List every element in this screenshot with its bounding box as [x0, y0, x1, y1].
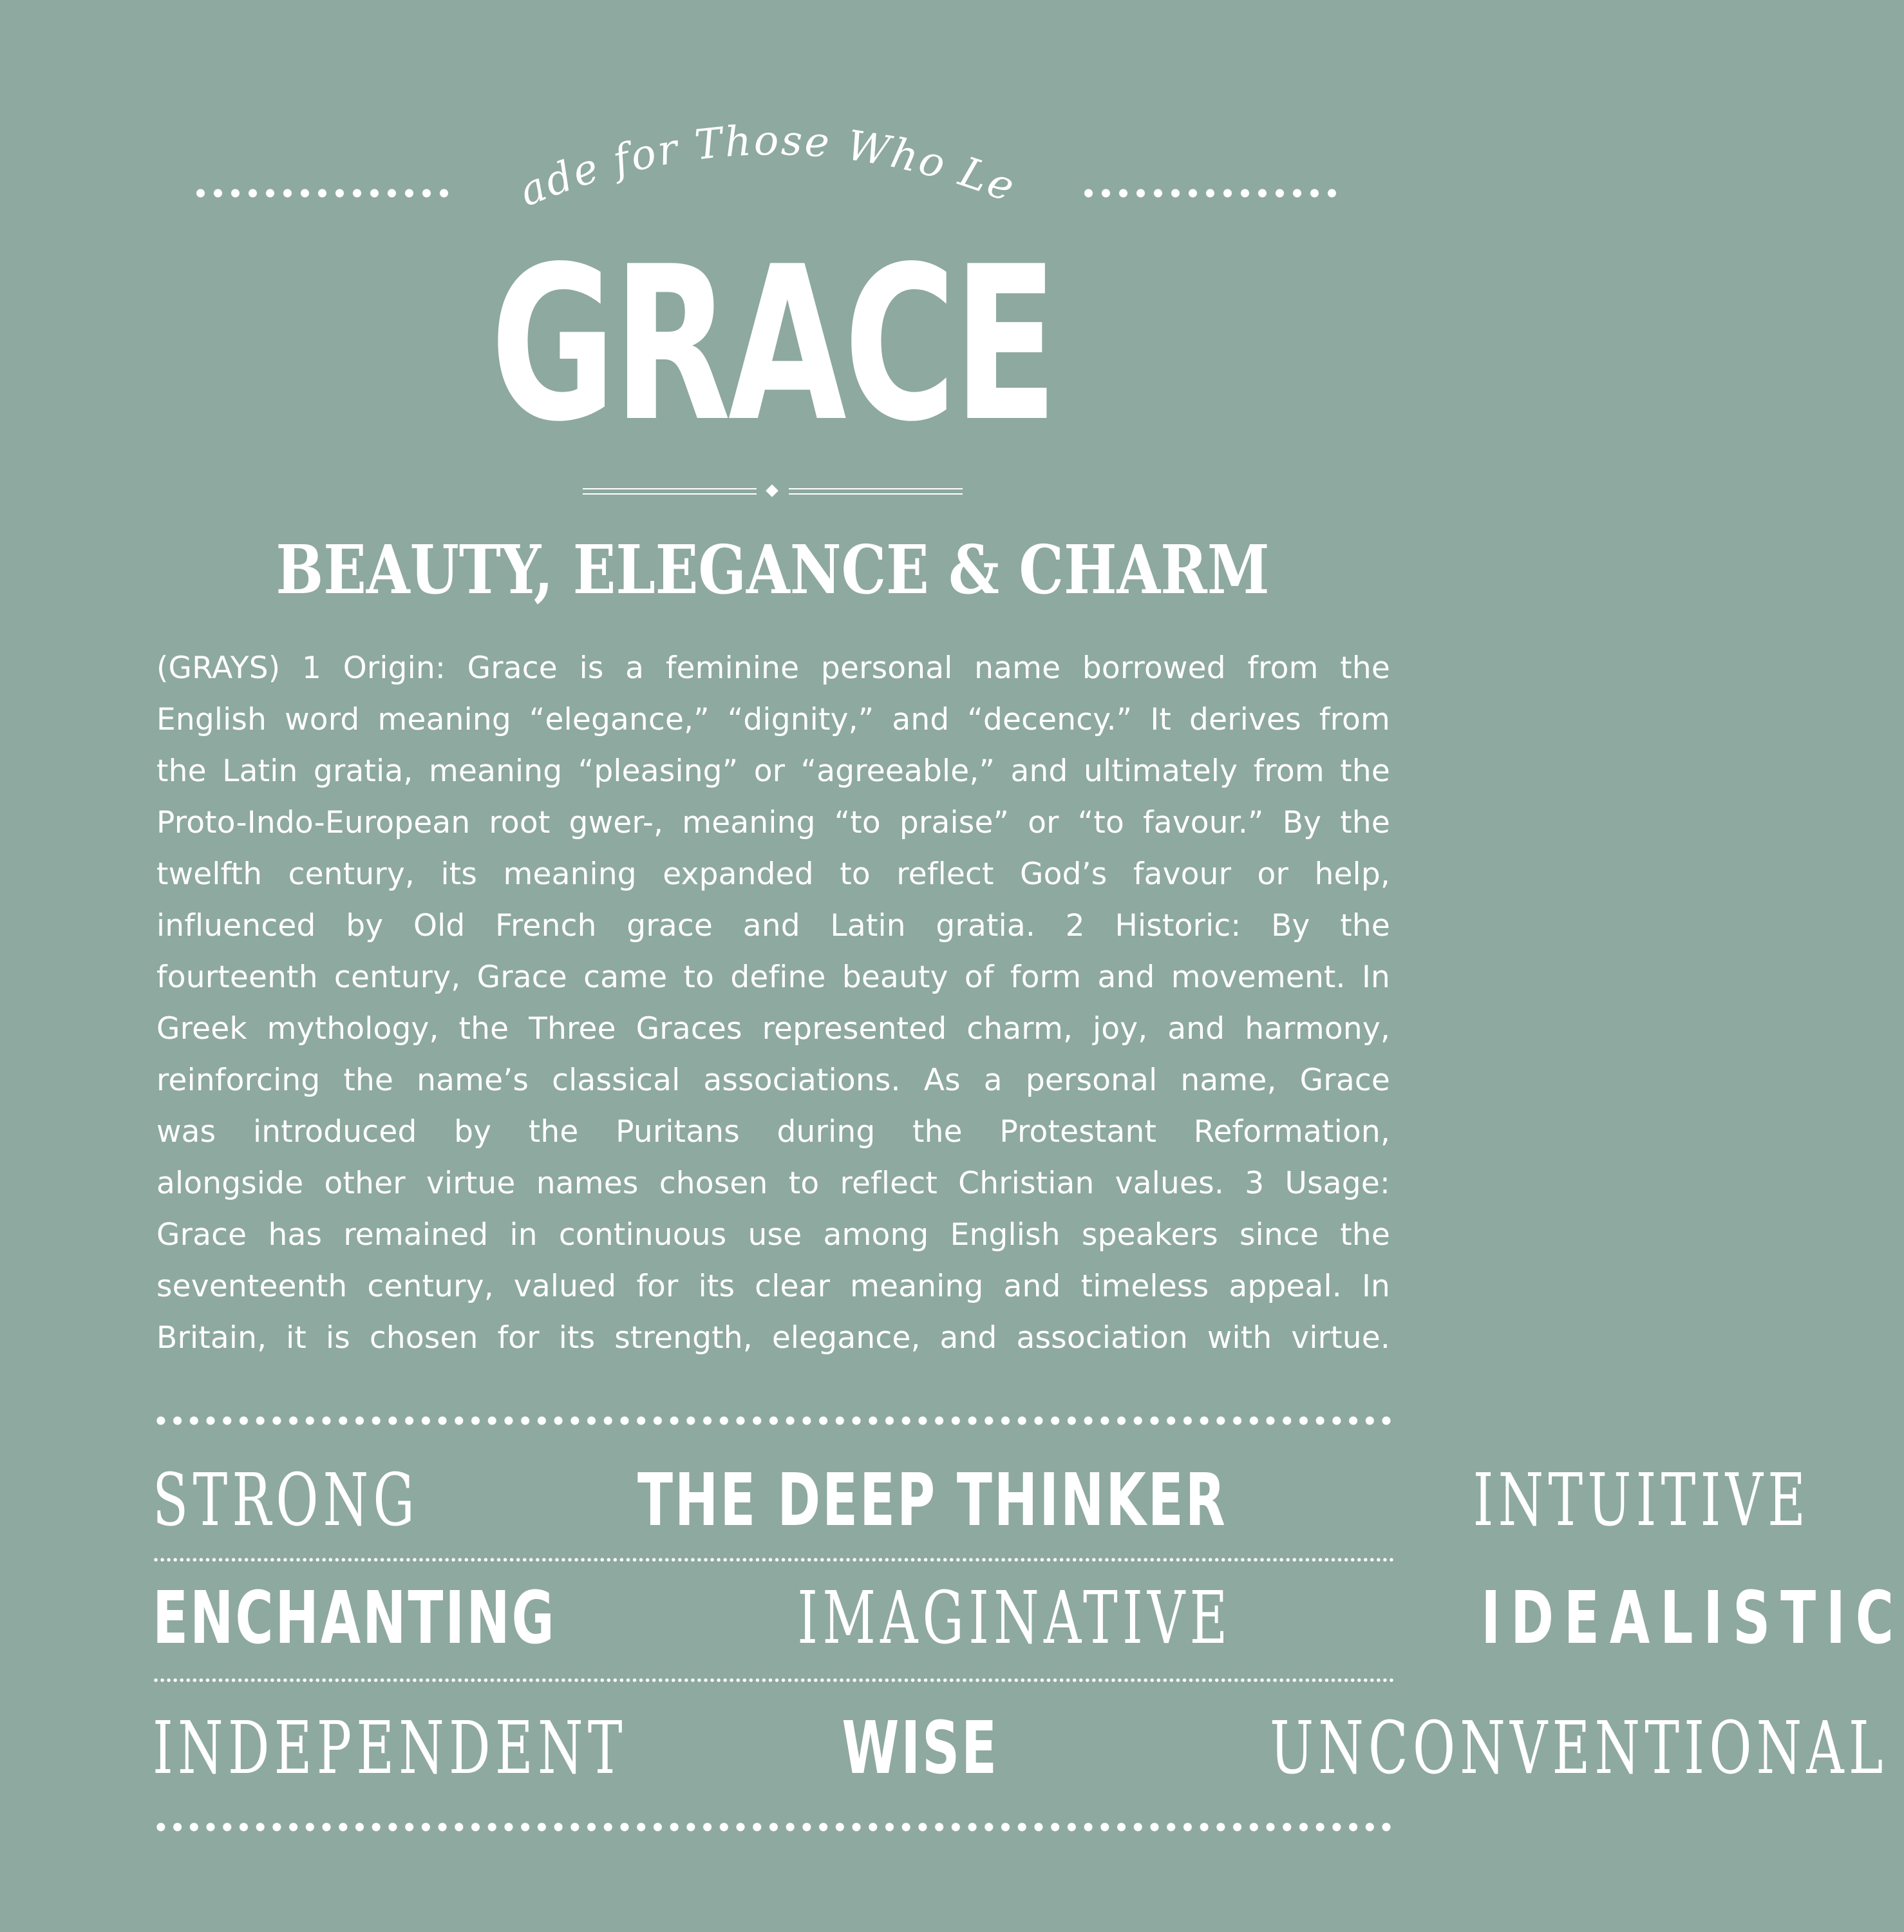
- divider-double-line-left: [583, 488, 757, 495]
- definition-line: Proto-Indo-European root gwer-, meaning “to praise” or “to favour.” By the: [156, 805, 1390, 840]
- definition-line: was introduced by the Puritans during the Protestant Reformation,: [156, 1114, 1390, 1150]
- definition-line: Britain, it is chosen for its strength, elegance, and association with virtue.: [156, 1320, 1390, 1356]
- trait-word: ENCHANTING: [153, 1577, 556, 1660]
- definition-line: the Latin gratia, meaning “pleasing” or “agreeable,” and ultimately from the: [156, 753, 1390, 789]
- definition-line: Grace has remained in continuous use among English speakers since the: [156, 1217, 1390, 1253]
- definition-line: alongside other virtue names chosen to reflect Christian values. 3 Usage:: [156, 1166, 1390, 1201]
- definition-line: seventeenth century, valued for its clear meaning and timeless appeal. In: [156, 1269, 1390, 1304]
- tagline-arc: [480, 59, 1043, 238]
- definition-line: influenced by Old French grace and Latin gratia. 2 Historic: By the: [156, 908, 1390, 943]
- definition-line: fourteenth century, Grace came to define beauty of form and movement. In: [156, 960, 1390, 995]
- dotted-rule-left: [192, 187, 449, 200]
- trait-word: IMAGINATIVE: [797, 1577, 1232, 1660]
- trait-word: WISE: [842, 1707, 999, 1790]
- fine-dotted-rule: [153, 1678, 1395, 1683]
- dotted-rule-top: [153, 1414, 1395, 1428]
- definition-line: English word meaning “elegance,” “dignity,” and “decency.” It derives from: [156, 702, 1390, 737]
- svg-text:Made for Those Who Lead: [480, 59, 1023, 216]
- trait-row-3: [153, 1707, 1888, 1790]
- trait-row-2: [153, 1577, 1904, 1660]
- trait-word: UNCONVENTIONAL: [1269, 1707, 1888, 1790]
- trait-row-1: [153, 1459, 1810, 1542]
- definition-line: twelfth century, its meaning expanded to reflect God’s favour or help,: [156, 857, 1390, 892]
- dotted-rule-right: [1080, 187, 1337, 200]
- divider-double-line-right: [789, 488, 963, 495]
- trait-word: THE DEEP THINKER: [637, 1459, 1227, 1542]
- definition-line: Greek mythology, the Three Graces represented charm, joy, and harmony,: [156, 1011, 1390, 1046]
- fine-dotted-rule: [153, 1557, 1395, 1562]
- name-title: GRACE: [490, 221, 1055, 468]
- trait-word: INTUITIVE: [1473, 1459, 1810, 1542]
- dotted-rule-bottom: [153, 1820, 1395, 1834]
- ornamental-divider: [583, 484, 963, 501]
- trait-word: STRONG: [153, 1459, 420, 1542]
- trait-word: IDEALISTIC: [1481, 1577, 1904, 1660]
- diamond-icon: [766, 484, 778, 497]
- definition-line: reinforcing the name’s classical associations. As a personal name, Grace: [156, 1063, 1390, 1098]
- definition-paragraph: [156, 643, 1390, 1364]
- meaning-subtitle: BEAUTY, ELEGANCE & CHARM: [276, 530, 1270, 609]
- tagline-text: Made for Those Who Lead: [480, 59, 1023, 216]
- tagline-row: [0, 59, 1545, 238]
- definition-line: (GRAYS) 1 Origin: Grace is a feminine personal name borrowed from the: [156, 650, 1390, 686]
- trait-word: INDEPENDENT: [153, 1707, 627, 1790]
